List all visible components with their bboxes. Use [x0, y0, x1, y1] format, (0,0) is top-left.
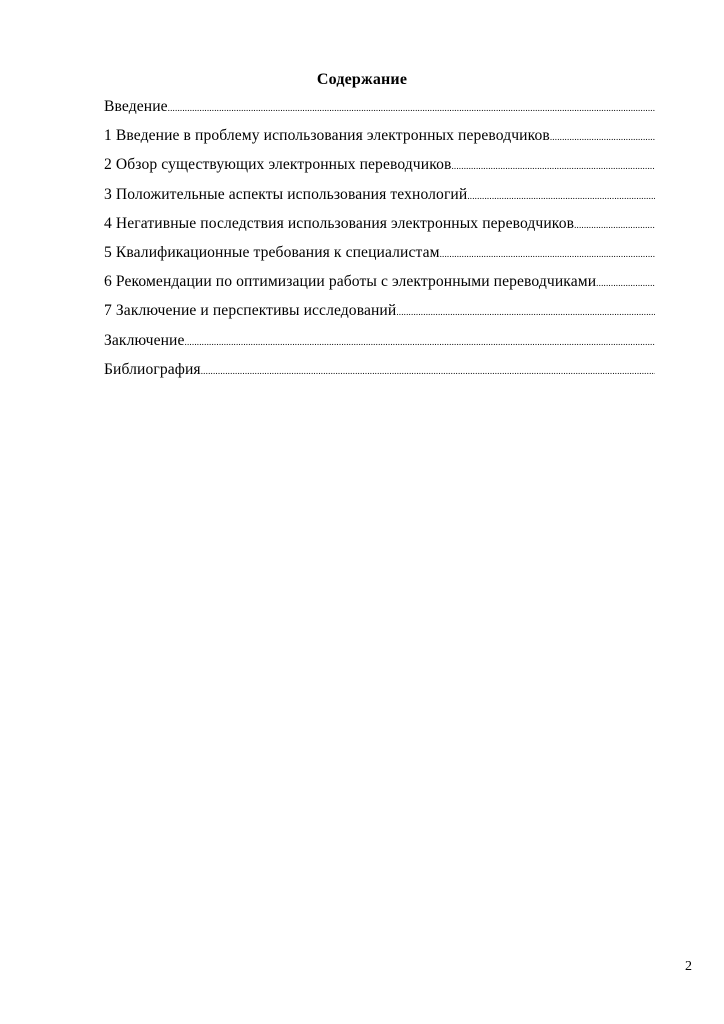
toc-entry-section-1[interactable]	[104, 126, 655, 155]
dot-leader	[201, 361, 655, 381]
dot-leader	[550, 127, 655, 147]
dot-leader	[168, 98, 655, 118]
dot-leader	[440, 244, 655, 264]
toc-entry-text: Заключение	[104, 331, 185, 349]
toc-entry-section-2[interactable]	[104, 155, 655, 184]
dot-leader	[467, 186, 655, 206]
toc-entry-text: 1 Введение в проблему использования электронных переводчиков	[104, 127, 550, 145]
toc-entry-introduction[interactable]	[104, 97, 655, 126]
toc-entry-section-3[interactable]	[104, 185, 655, 214]
dot-leader	[596, 273, 655, 293]
toc-title: Содержание	[316, 71, 408, 88]
page-number: 2	[685, 959, 692, 974]
toc-entry-text: Введение	[104, 98, 168, 115]
dot-leader	[396, 302, 655, 322]
toc-entry-bibliography[interactable]	[104, 360, 655, 389]
dot-leader	[451, 156, 655, 176]
toc-entry-text: 2 Обзор существующих электронных переводчиков	[104, 156, 452, 174]
toc-entry-text: 7 Заключение и перспективы исследований	[104, 302, 397, 320]
toc-entry-section-7[interactable]	[104, 301, 655, 330]
toc-entry-text: 3 Положительные аспекты использования технологий	[104, 185, 468, 203]
toc-entry-section-5[interactable]	[104, 243, 655, 272]
toc-entry-text: 4 Негативные последствия использования электронных переводчиков	[104, 214, 575, 232]
toc-entry-text: Библиография	[104, 360, 201, 378]
toc-entry-text: 6 Рекомендации по оптимизации работы с электронными переводчиками	[104, 273, 597, 291]
toc-entry-section-4[interactable]	[104, 214, 655, 243]
toc-entry-section-6[interactable]	[104, 272, 655, 301]
toc-entry-conclusion[interactable]	[104, 331, 655, 360]
toc-entry-text: 5 Квалификационные требования к специалистам	[104, 243, 440, 261]
dot-leader	[574, 215, 655, 235]
dot-leader	[185, 332, 655, 352]
table-of-contents	[104, 97, 655, 389]
